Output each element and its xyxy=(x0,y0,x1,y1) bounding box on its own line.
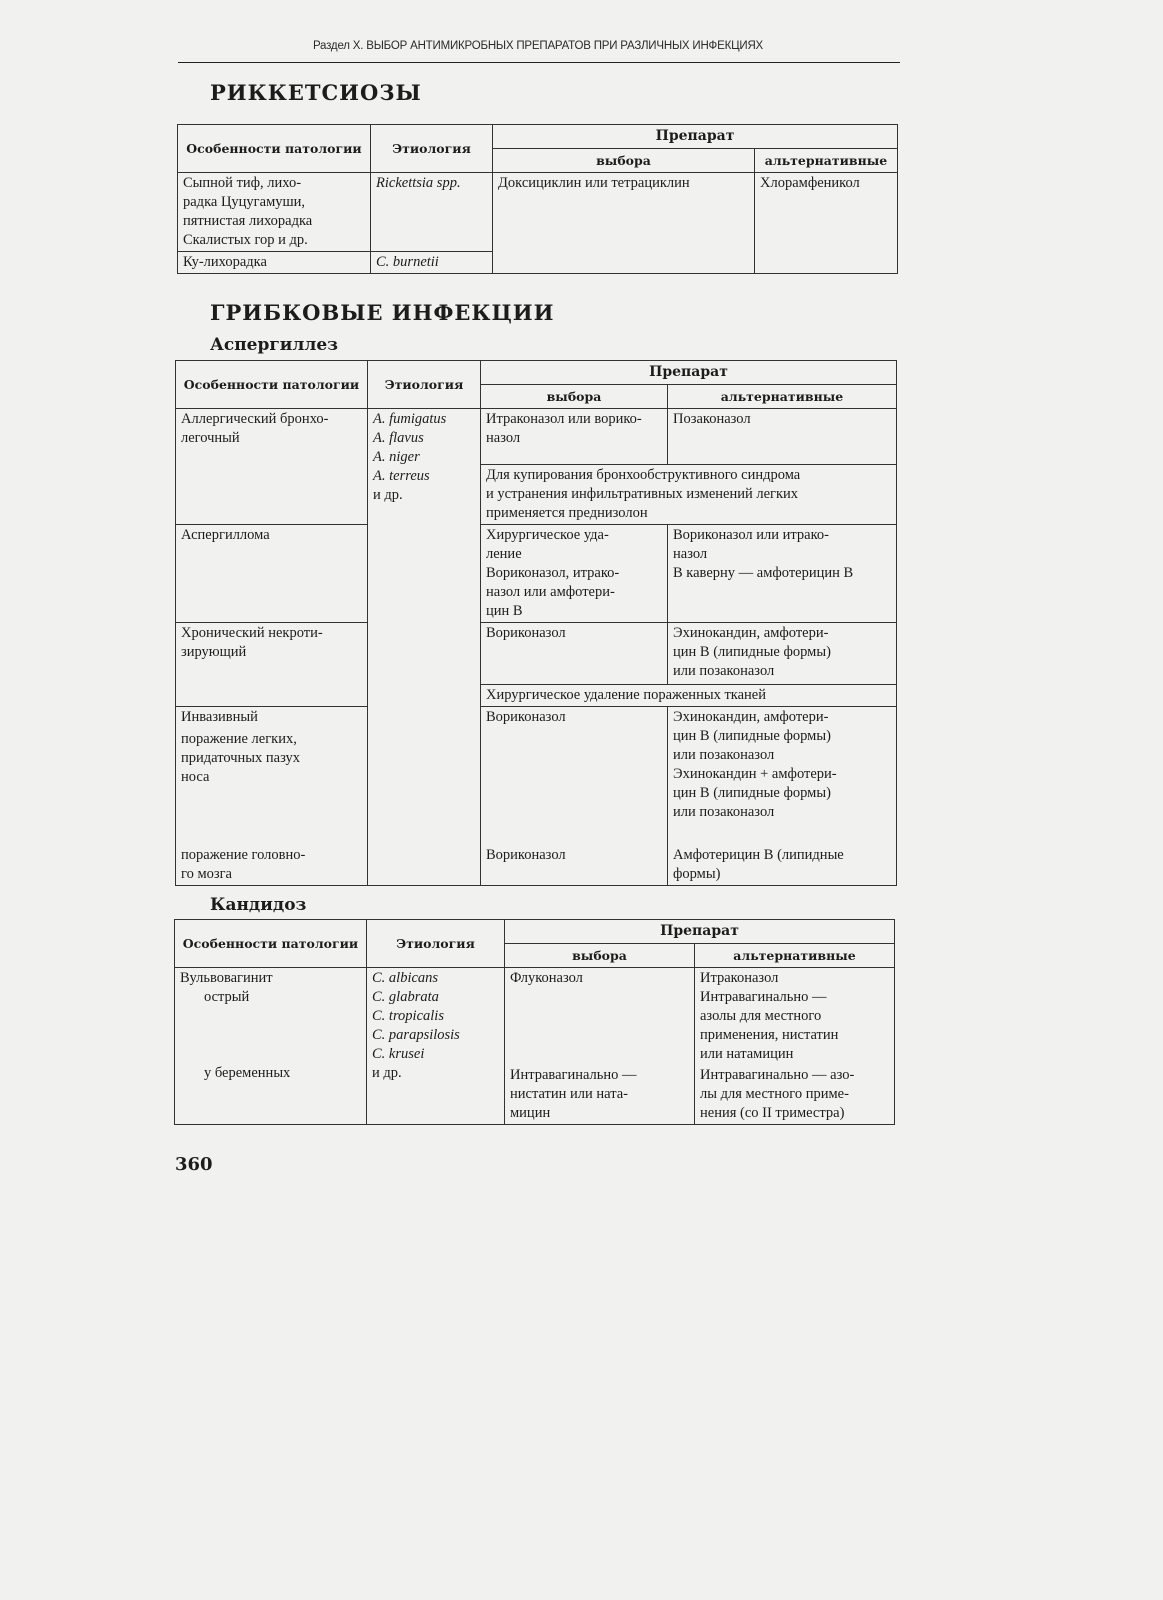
cell-alternative-chloramphenicol: Хлорамфеникол xyxy=(755,173,898,274)
cell-alternative-invasive-brain: Амфотерицин В (липидные формы) xyxy=(668,845,897,886)
header-drug: Препарат xyxy=(493,125,898,149)
cell-pathology-q-fever: Ку-лихорадка xyxy=(178,252,371,274)
section-title-rickettsioses: РИККЕТСИОЗЫ xyxy=(210,80,422,105)
candidiasis-table xyxy=(174,919,895,1125)
header-choice: выбора xyxy=(481,385,668,409)
cell-pathology-invasive-brain: поражение головно- го мозга xyxy=(176,845,368,886)
cell-etiology-candida: C. albicans C. glabrata C. tropicalis C. parapsilosis C. krusei и др. xyxy=(367,968,505,1125)
cell-etiology-burnetii: C. burnetii xyxy=(371,252,493,274)
subtitle-candidiasis: Кандидоз xyxy=(210,895,307,915)
cell-etiology-rickettsia: Rickettsia spp. xyxy=(371,173,493,252)
header-choice: выбора xyxy=(505,944,695,968)
rickettsioses-table xyxy=(177,124,898,274)
header-etiology: Этиология xyxy=(368,361,481,409)
header-choice: выбора xyxy=(493,149,755,173)
cell-choice-acute: Флуконазол xyxy=(505,968,695,1066)
cell-choice-invasive-brain: Вориконазол xyxy=(481,845,668,886)
cell-choice-abpa: Итраконазол или ворико- назол xyxy=(481,409,668,465)
cell-choice-aspergilloma: Хирургическое уда- ление Вориконазол, итрако- назол или амфотери- цин В xyxy=(481,525,668,623)
header-drug: Препарат xyxy=(505,920,895,944)
cell-pathology-vulvovaginitis: Вульвовагинит острый у беременных xyxy=(175,968,367,1125)
cell-alternative-acute: Итраконазол Интравагинально — азолы для местного применения, нистатин или натамицин xyxy=(695,968,895,1066)
aspergillosis-table xyxy=(175,360,897,886)
header-pathology: Особенности патологии xyxy=(176,361,368,409)
header-drug: Препарат xyxy=(481,361,897,385)
cell-pathology-typhus: Сыпной тиф, лихо- радка Цуцугамуши, пятнистая лихорадка Скалистых гор и др. xyxy=(178,173,371,252)
running-head: Раздел X. ВЫБОР АНТИМИКРОБНЫХ ПРЕПАРАТОВ ПРИ РАЗЛИЧНЫХ ИНФЕКЦИЯХ xyxy=(312,40,764,52)
header-alternative: альтернативные xyxy=(668,385,897,409)
cell-note-prednisolone: Для купирования бронхообструктивного синдрома и устранения инфильтративных изменений легких применяется преднизолон xyxy=(481,465,897,525)
cell-choice-doxycycline: Доксициклин или тетрациклин xyxy=(493,173,755,274)
cell-pathology-invasive: Инвазивный xyxy=(176,707,368,729)
cell-pathology-chronic: Хронический некроти- зирующий xyxy=(176,623,368,707)
header-rule xyxy=(178,62,900,63)
cell-alternative-chronic: Эхинокандин, амфотери- цин В (липидные формы) или позаконазол xyxy=(668,623,897,685)
header-pathology: Особенности патологии xyxy=(178,125,371,173)
cell-alternative-invasive-lung: Эхинокандин, амфотери- цин В (липидные формы) или позаконазол Эхинокандин + амфотери- цин В (липидные формы) или позаконазол xyxy=(668,707,897,845)
header-alternative: альтернативные xyxy=(695,944,895,968)
cell-alternative-aspergilloma: Вориконазол или итрако- назол В каверну — амфотерицин В xyxy=(668,525,897,623)
page-number: 360 xyxy=(175,1154,213,1175)
cell-pathology-aspergilloma: Аспергиллома xyxy=(176,525,368,623)
cell-choice-chronic: Вориконазол xyxy=(481,623,668,685)
subtitle-aspergillosis: Аспергиллез xyxy=(210,335,339,355)
header-alternative: альтернативные xyxy=(755,149,898,173)
cell-pathology-abpa: Аллергический бронхо- легочный xyxy=(176,409,368,525)
cell-etiology-aspergillus: A. fumigatus A. flavus A. niger A. terreus и др. xyxy=(368,409,481,886)
header-etiology: Этиология xyxy=(367,920,505,968)
cell-alternative-abpa: Позаконазол xyxy=(668,409,897,465)
cell-pathology-invasive-lung: поражение легких, придаточных пазух носа xyxy=(176,729,368,845)
header-etiology: Этиология xyxy=(371,125,493,173)
cell-choice-invasive-lung: Вориконазол xyxy=(481,707,668,845)
header-pathology: Особенности патологии xyxy=(175,920,367,968)
cell-choice-pregnant: Интравагинально — нистатин или ната- мицин xyxy=(505,1065,695,1125)
section-title-fungal: ГРИБКОВЫЕ ИНФЕКЦИИ xyxy=(210,300,555,325)
cell-alternative-pregnant: Интравагинально — азо- лы для местного приме- нения (со II триместра) xyxy=(695,1065,895,1125)
cell-note-surgery: Хирургическое удаление пораженных тканей xyxy=(481,685,897,707)
